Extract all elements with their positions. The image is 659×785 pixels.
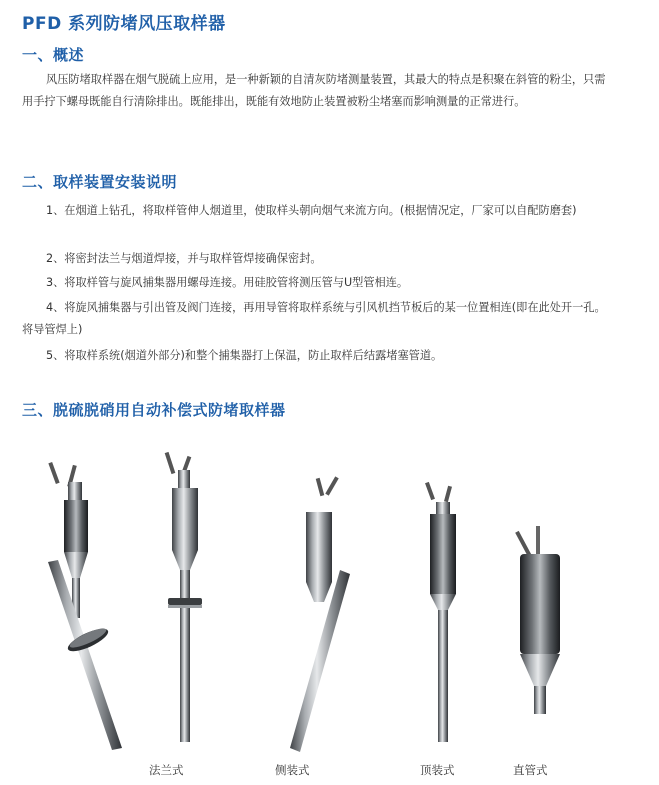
install-step-2: 2、将密封法兰与烟道焊接，并与取样管焊接确保密封。 bbox=[46, 252, 322, 265]
section-heading-product: 三、脱硫脱硝用自动补偿式防堵取样器 bbox=[22, 401, 286, 419]
page-title: PFD 系列防堵风压取样器 bbox=[22, 14, 226, 34]
caption-flange: 法兰式 bbox=[149, 763, 184, 777]
section-heading-overview: 一、概述 bbox=[22, 46, 85, 64]
straight-pipe-sampler bbox=[515, 526, 560, 714]
install-step-4: 4、将旋风捕集器与引出管及阀门连接，再用导管将取样系统与引风机挡节板后的某一位置相连(即在此处开一孔。将导管焊上) bbox=[22, 301, 606, 336]
top-mount-sampler bbox=[425, 482, 456, 742]
caption-straight-pipe: 直管式 bbox=[513, 763, 548, 777]
caption-side-mount: 侧装式 bbox=[275, 763, 310, 777]
flange-type-sampler bbox=[48, 462, 122, 750]
install-step-5: 5、将取样系统(烟道外部分)和整个捕集器打上保温，防止取样后结露堵塞管道。 bbox=[46, 349, 443, 362]
product-photo bbox=[0, 430, 659, 760]
install-step-1: 1、在烟道上钻孔，将取样管伸人烟道里，使取样头朝向烟气来流方向。(根据情况定，厂家可以自配防磨套) bbox=[46, 204, 577, 217]
side-mount-sampler bbox=[290, 476, 350, 752]
section-heading-installation: 二、取样装置安装说明 bbox=[22, 173, 178, 191]
overview-paragraph: 风压防堵取样器在烟气脱硫上应用，是一种新颖的自清灰防堵测量装置，其最大的特点是积聚在斜管的粉尘，只需用手拧下螺母既能自行清除排出。既能排出，既能有效地防止装置被粉尘堵塞而影响测量的正常进行。 bbox=[22, 73, 606, 108]
caption-top-mount: 顶装式 bbox=[420, 763, 455, 777]
install-step-3: 3、将取样管与旋风捕集器用螺母连接。用硅胶管将测压管与U型管相连。 bbox=[46, 276, 409, 289]
flange-straight-sampler bbox=[165, 452, 202, 742]
